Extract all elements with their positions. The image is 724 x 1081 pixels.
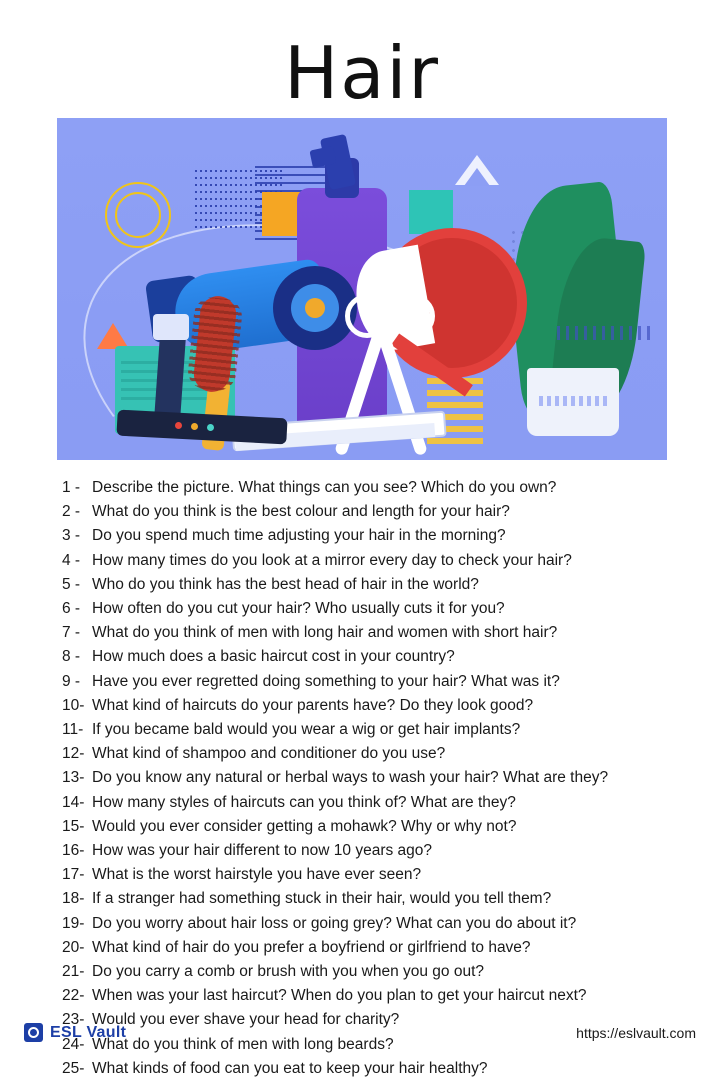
list-item — [62, 791, 664, 815]
question-number: 8 - — [62, 648, 81, 666]
esl-vault-logo-icon — [24, 1023, 43, 1042]
page-footer — [0, 1023, 724, 1042]
question-number: 17- — [62, 866, 85, 884]
brand-name: ESL Vault — [50, 1023, 127, 1041]
question-number: 3 - — [62, 527, 81, 545]
question-number: 13- — [62, 769, 85, 787]
list-item — [62, 621, 664, 645]
list-item — [62, 573, 664, 597]
list-item — [62, 863, 664, 887]
question-text: What kind of shampoo and conditioner do you use? — [92, 745, 446, 763]
question-number: 5 - — [62, 575, 81, 593]
question-text: What kind of haircuts do your parents have? Do they look good? — [92, 696, 534, 714]
scissors-ring-left — [345, 294, 389, 338]
list-item — [62, 597, 664, 621]
question-text: Would you ever shave your head for charity? — [92, 1011, 400, 1029]
question-number: 14- — [62, 793, 85, 811]
question-number: 21- — [62, 963, 85, 981]
round-brush-bristles — [186, 296, 243, 393]
list-item — [62, 742, 664, 766]
list-item — [62, 766, 664, 790]
razor-head — [153, 314, 189, 340]
question-text: How much does a basic haircut cost in your country? — [92, 648, 455, 666]
question-number: 7 - — [62, 624, 81, 642]
list-item — [62, 960, 664, 984]
list-item — [62, 912, 664, 936]
question-text: If a stranger had something stuck in their hair, would you tell them? — [92, 890, 552, 908]
question-text: How many times do you look at a mirror every day to check your hair? — [92, 551, 572, 569]
question-text: Do you know any natural or herbal ways to wash your hair? What are they? — [92, 769, 609, 787]
list-item — [62, 1057, 664, 1081]
question-number: 4 - — [62, 551, 81, 569]
list-item — [62, 694, 664, 718]
question-number: 2 - — [62, 503, 81, 521]
question-text: What kinds of food can you eat to keep your hair healthy? — [92, 1059, 488, 1077]
question-number: 16- — [62, 842, 85, 860]
list-item — [62, 815, 664, 839]
wave-decoration — [557, 326, 653, 340]
question-text: If you became bald would you wear a wig or get hair implants? — [92, 721, 521, 739]
plant-pot-pattern — [539, 396, 607, 406]
scissors-ring-right — [391, 294, 435, 338]
question-text: What kind of hair do you prefer a boyfriend or girlfriend to have? — [92, 938, 531, 956]
question-text: Have you ever regretted doing something to your hair? What was it? — [92, 672, 560, 690]
question-text: What do you think of men with long beards? — [92, 1035, 394, 1053]
question-number: 12- — [62, 745, 85, 763]
worksheet-page — [0, 31, 724, 1077]
list-item — [62, 549, 664, 573]
question-text: How was your hair different to now 10 years ago? — [92, 842, 433, 860]
question-number: 1 - — [62, 479, 81, 496]
question-text: Do you carry a comb or brush with you when you go out? — [92, 963, 485, 981]
list-item — [62, 839, 664, 863]
list-item — [62, 718, 664, 742]
question-list — [62, 476, 664, 1081]
hair-dryer-center — [305, 298, 325, 318]
question-text: Would you ever consider getting a mohawk? Why or why not? — [92, 817, 517, 835]
page-title: Hair — [284, 31, 440, 115]
hair-clipper-indicator-yellow — [191, 423, 198, 430]
white-triangle-inner-decoration — [464, 168, 490, 186]
brand — [24, 1023, 126, 1042]
question-number: 22- — [62, 987, 85, 1005]
question-number: 19- — [62, 914, 85, 932]
question-text: When was your last haircut? When do you plan to get your haircut next? — [92, 987, 587, 1005]
question-number: 23- — [62, 1011, 85, 1029]
list-item — [62, 936, 664, 960]
question-text: How often do you cut your hair? Who usually cuts it for you? — [92, 600, 505, 618]
list-item — [62, 500, 664, 524]
question-text: What do you think of men with long hair and women with short hair? — [92, 624, 558, 642]
question-text: Describe the picture. What things can you see? Which do you own? — [92, 479, 557, 496]
list-item — [62, 670, 664, 694]
list-item — [62, 524, 664, 548]
list-item — [62, 476, 664, 500]
site-url[interactable]: https://eslvault.com — [576, 1024, 696, 1041]
question-number: 18- — [62, 890, 85, 908]
question-text: Who do you think has the best head of hair in the world? — [92, 575, 479, 593]
hair-clipper-indicator-teal — [207, 424, 214, 431]
question-number: 15- — [62, 817, 85, 835]
question-number: 20- — [62, 938, 85, 956]
hair-tools-illustration — [57, 118, 667, 460]
question-number: 9 - — [62, 672, 81, 690]
question-number: 6 - — [62, 600, 81, 618]
question-number: 25- — [62, 1059, 85, 1077]
list-item — [62, 887, 664, 911]
question-text: Do you worry about hair loss or going grey? What can you do about it? — [92, 914, 577, 932]
list-item — [62, 645, 664, 669]
question-number: 24- — [62, 1035, 85, 1053]
spiral-inner-decoration — [115, 192, 161, 238]
question-text: What is the worst hairstyle you have ever seen? — [92, 866, 422, 884]
question-text: What do you think is the best colour and length for your hair? — [92, 503, 510, 521]
list-item — [62, 984, 664, 1008]
question-text: How many styles of haircuts can you think of? What are they? — [92, 793, 516, 811]
question-text: Do you spend much time adjusting your hair in the morning? — [92, 527, 506, 545]
question-number: 10- — [62, 696, 85, 714]
question-number: 11- — [62, 721, 84, 739]
hair-clipper-indicator-red — [175, 422, 182, 429]
